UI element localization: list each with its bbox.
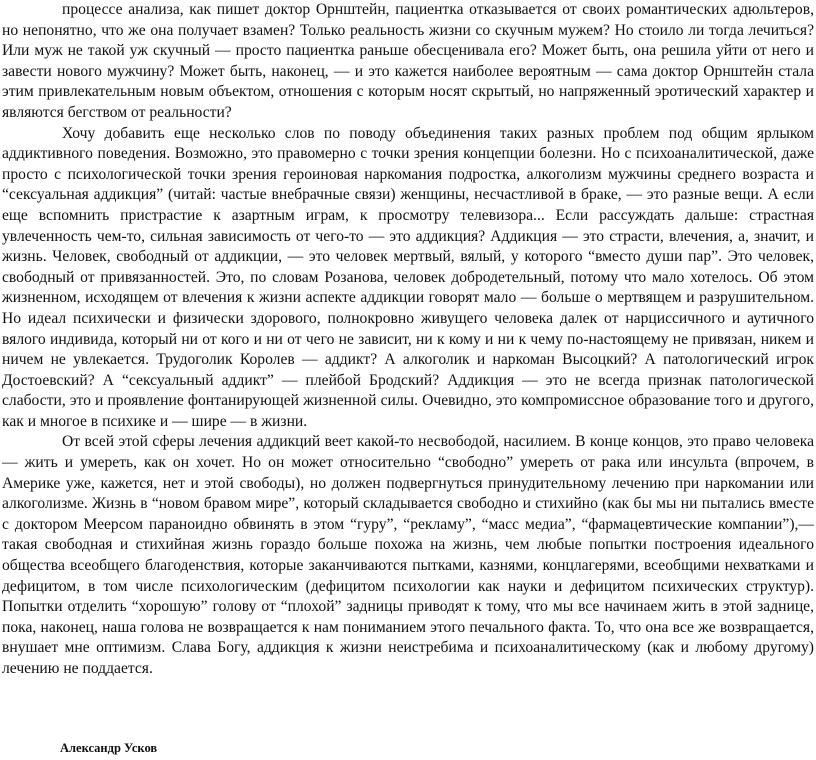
document-body	[2, 0, 814, 680]
paragraph-2: Хочу добавить еще несколько слов по поводу объединения таких разных проблем под общим ярлыком аддиктивного поведения. Возможно, это правомерно с точки зрения концепции болезни. Но с психоаналитической, даже просто с психологической точки зрения героиновая наркомания подростка, алкоголизм мужчины среднего возраста и “сексуальная аддикция” (читай: частые внебрачные связи) женщины, несчастливой в браке, — это разные вещи. А если еще вспомнить пристрастие к азартным играм, к просмотру телевизора... Если рассуждать дальше: страстная увлеченность чем-то, сильная зависимость от чего-то — это аддикция? Аддикция — это страсти, влечения, а, значит, и жизнь. Человек, свободный от аддикции, — это человек мертвый, вялый, у которого “вместо души пар”. Это человек, свободный от привязанностей. Это, по словам Розанова, человек добродетельный, потому что мало хотелось. Об этом жизненном, исходящем от влечения к жизни аспекте аддикции говорят мало — больше о мертвящем и разрушительном. Но идеал психически и физически здорового, полнокровно живущего человека далек от нарциссичного и аутичного вялого индивида, который ни от кого и ни от чего не зависит, ни к кому и ни к чему по-настоящему не привязан, никем и ничем не увлекается. Трудоголик Королев — аддикт? А алкоголик и наркоман Высоцкий? А патологический игрок Достоевский? А “сексуальный аддикт” — плейбой Бродский? Аддикция — это не всегда признак патологической слабости, это и проявление фонтанирующей жизненной силы. Очевидно, это компромиссное образование того и другого, как и многое в психике и — шире — в жизни.	[2, 124, 814, 430]
author-signature: Александр Усков	[60, 741, 158, 755]
paragraph-3: От всей этой сферы лечения аддикций веет какой-то несвободой, насилием. В конце концов, это право человека — жить и умереть, как он хочет. Но он может относительно “свободно” умереть от рака или инсульта (впрочем, в Америке уже, кажется, нет и этой свободы), но должен подвергнуться принудительному лечению при наркомании или алкоголизме. Жизнь в “новом бравом мире”, который складывается свободно и стихийно (как бы мы ни пытались вместе с доктором Меерсом параноидно обвинять в этом “гуру”, “рекламу”, “масс медиа”, “фармацевтические компании”),— такая свободная и стихийная жизнь гораздо больше похожа на жизнь, чем любые попытки построения идеального общества всеобщего благоденствия, которые заканчиваются пытками, казнями, концлагерями, всеобщими нехватками и дефицитом, в том числе психологическим (дефицитом психологии как науки и дефицитом психических структур). Попытки отделить “хорошую” голову от “плохой” задницы приводят к тому, что мы все начинаем жить в этой заднице, пока, наконец, наша голова не возвращается к нам пониманием этого печального факта. То, что она все же возвращается, внушает мне оптимизм. Слава Богу, аддикция к жизни неистребима и психоаналитическому (как и любому другому) лечению не поддается.	[2, 433, 814, 677]
paragraph-1: процессе анализа, как пишет доктор Орнштейн, пациентка отказывается от своих романтических адюльтеров, но непонятно, что же она получает взамен? Только реальность жизни со скучным мужем? Но стоило ли тогда лечиться? Или муж не такой уж скучный — просто пациентка раньше обесценивала его? Может быть, она решила уйти от него и завести нового мужчину? Может быть, наконец, — и это кажется наиболее вероятным — сама доктор Орнштейн стала этим привлекательным новым объектом, отношения с которым носят скрытый, но напряженный эротический характер и являются бегством от реальности?	[2, 1, 814, 121]
